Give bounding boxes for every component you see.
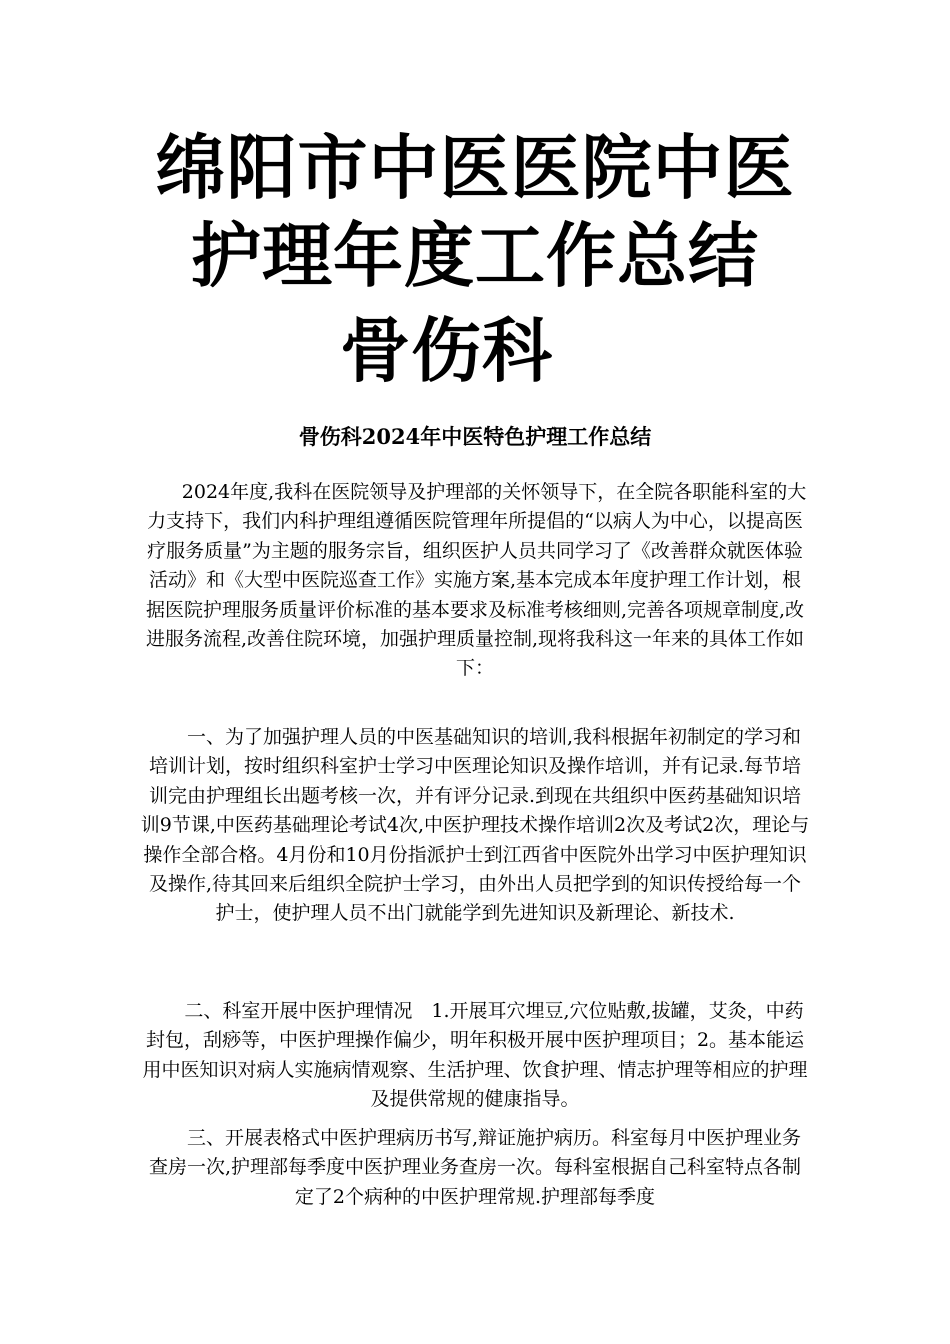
paragraph-intro: 2024年度,我科在医院领导及护理部的关怀领导下，在全院各职能科室的大力支持下，我们内科护理组遵循医院管理年所提倡的“以病人为中心，以提高医疗服务质量”为主题的服务宗旨，组织医护人员共同学习了《改善群众就医体验活动》和《大型中医院巡查工作》实施方案,基本完成本年度护理工作计划，根据医院护理服务质量评价标准的基本要求及标准考核细则,完善各项规章制度,改进服务流程,改善住院环境，加强护理质量控制,现将我科这一年来的具体工作如下： xyxy=(143,481,807,680)
document-subtitle: 骨伤科2024年中医特色护理工作总结 xyxy=(298,424,652,449)
cover-title-line-1: 绵阳市中医医院中医 xyxy=(155,127,795,209)
paragraph-section-2: 二、科室开展中医护理情况 1.开展耳穴埋豆,穴位贴敷,拔罐，艾灸，中药封包，刮痧等，中医护理操作偏少，明年积极开展中医护理项目；2。基本能运用中医知识对病人实施病情观察、生活护理、饮食护理、情志护理等相应的护理及提供常规的健康指导。 xyxy=(142,1000,808,1111)
cover-title-line-3: 骨伤科 xyxy=(340,310,553,392)
cover-title-line-2: 护理年度工作总结 xyxy=(191,215,759,297)
paragraph-section-3: 三、开展表格式中医护理病历书写,辩证施护病历。科室每月中医护理业务查房一次,护理部每季度中医护理业务查房一次。每科室根据自己科室特点各制定了2个病种的中医护理常规.护理部每季度 xyxy=(148,1127,802,1208)
paragraph-section-1: 一、为了加强护理人员的中医基础知识的培训,我科根据年初制定的学习和培训计划，按时组织科室护士学习中医理论知识及操作培训，并有记录.每节培训完由护理组长出题考核一次，并有评分记录.到现在共组织中医药基础知识培训9节课,中医药基础理论考试4次,中医护理技术操作培训2次及考试2次，理论与操作全部合格。4月份和10月份指派护士到江西省中医院外出学习中医护理知识及操作,待其回来后组织全院护士学习，由外出人员把学到的知识传授给每一个护士，使护理人员不出门就能学到先进知识及新理论、新技术. xyxy=(140,726,810,925)
